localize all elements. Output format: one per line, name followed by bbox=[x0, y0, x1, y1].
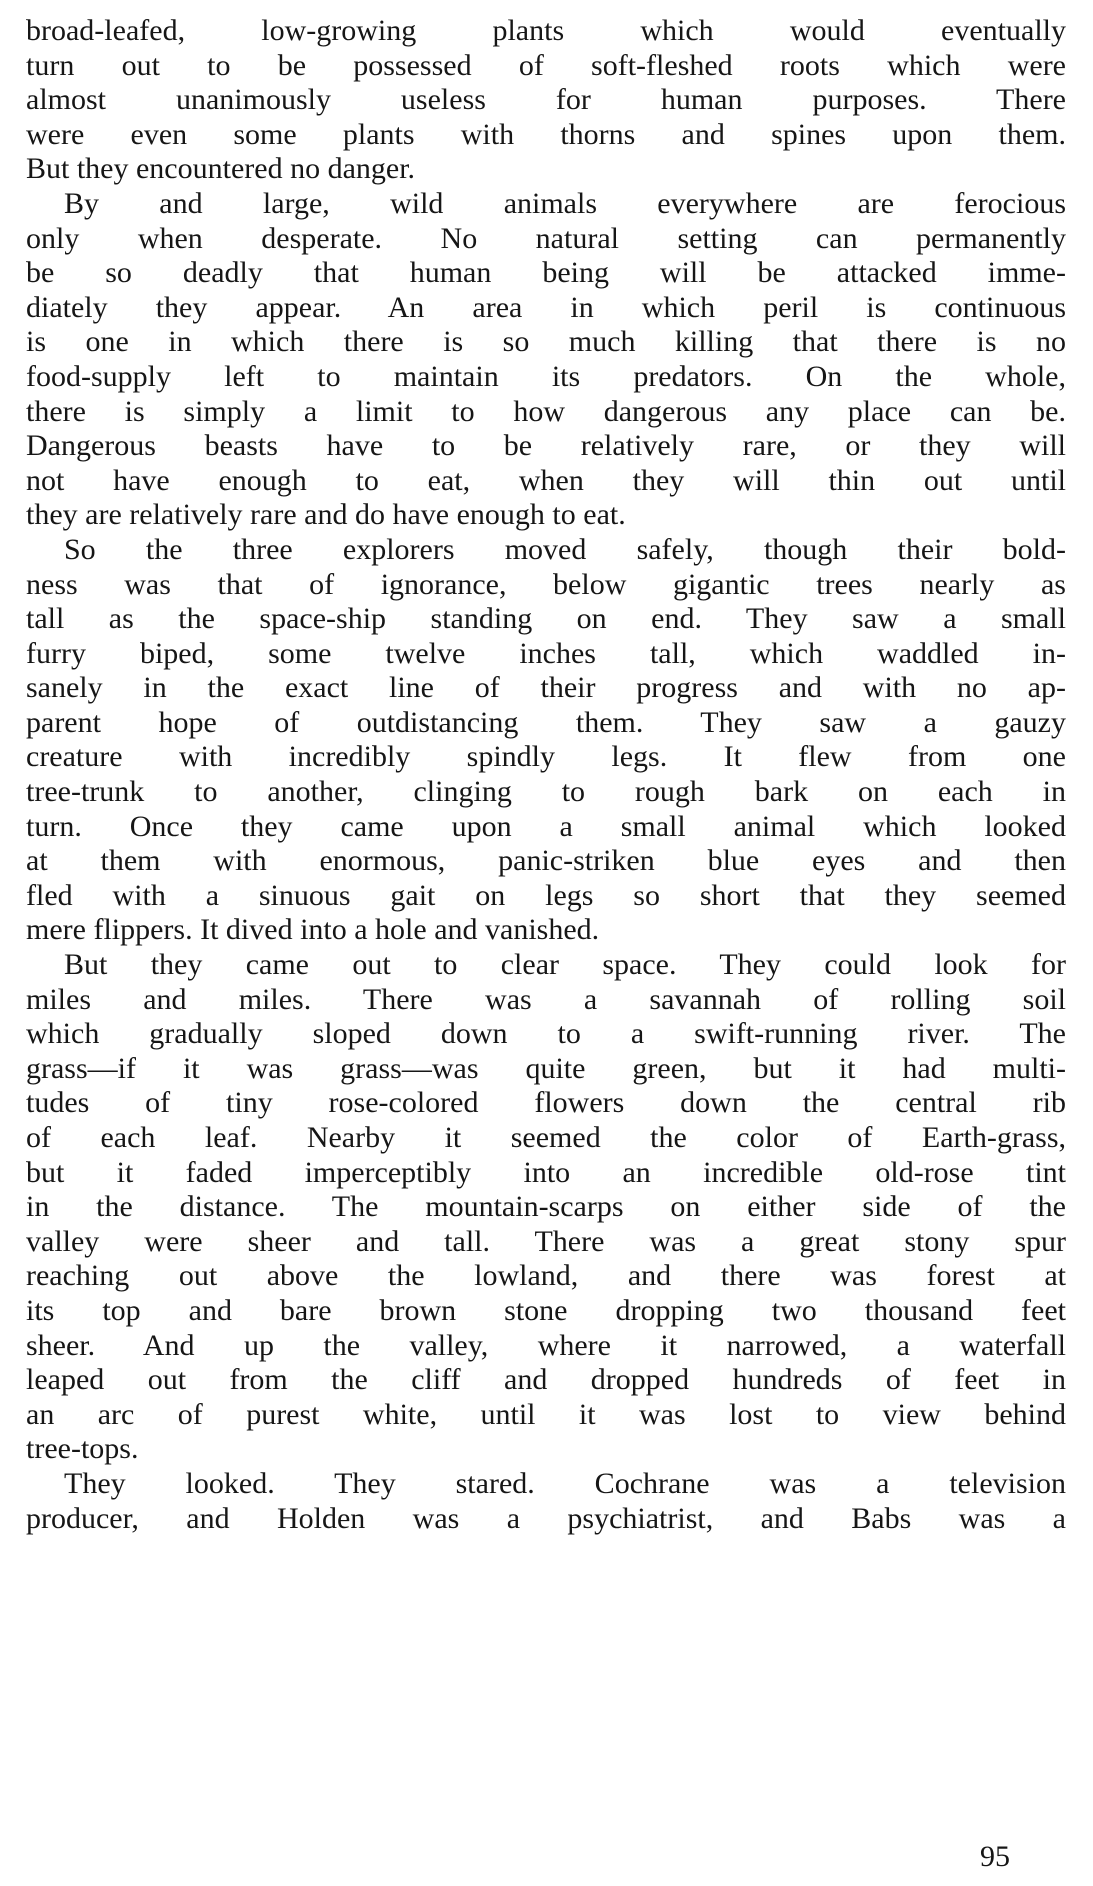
text-line: miles and miles. There was a savannah of rolling soil bbox=[26, 982, 1066, 1016]
text-line: only when desperate. No natural setting can permanently bbox=[26, 221, 1066, 255]
text-line: tall as the space-ship standing on end. They saw a small bbox=[26, 602, 1066, 636]
text-line: its top and bare brown stone dropping two thousand feet bbox=[26, 1293, 1066, 1327]
text-line: tree-trunk to another, clinging to rough bark on each in bbox=[26, 775, 1066, 809]
text-line: almost unanimously useless for human purposes. There bbox=[26, 83, 1066, 117]
text-line: turn. Once they came upon a small animal which looked bbox=[26, 809, 1066, 843]
text-line: is one in which there is so much killing that there is no bbox=[26, 325, 1066, 359]
page-number: 95 bbox=[980, 1840, 1010, 1873]
text-line: They looked. They stared. Cochrane was a television bbox=[64, 1466, 1066, 1500]
text-line: they are relatively rare and do have enough to eat. bbox=[26, 498, 626, 532]
text-line: food-supply left to maintain its predators. On the whole, bbox=[26, 359, 1066, 393]
text-line: an arc of purest white, until it was lost to view behind bbox=[26, 1397, 1066, 1431]
paragraph bbox=[26, 187, 1066, 533]
text-line: sheer. And up the valley, where it narrowed, a waterfall bbox=[26, 1328, 1066, 1362]
text-line: in the distance. The mountain-scarps on either side of the bbox=[26, 1190, 1066, 1224]
text-line: ness was that of ignorance, below gigantic trees nearly as bbox=[26, 567, 1066, 601]
text-line: at them with enormous, panic-striken blue eyes and then bbox=[26, 844, 1066, 878]
text-line: diately they appear. An area in which peril is continuous bbox=[26, 290, 1066, 324]
paragraph bbox=[26, 1467, 1066, 1536]
text-line: parent hope of outdistancing them. They saw a gauzy bbox=[26, 705, 1066, 739]
text-line: tree-tops. bbox=[26, 1432, 139, 1466]
page-text bbox=[26, 14, 1066, 1536]
text-line: which gradually sloped down to a swift-running river. The bbox=[26, 1017, 1066, 1051]
text-line: were even some plants with thorns and spines upon them. bbox=[26, 117, 1066, 151]
text-line: So the three explorers moved safely, though their bold- bbox=[64, 532, 1066, 566]
text-line: furry biped, some twelve inches tall, which waddled in- bbox=[26, 636, 1066, 670]
text-line: there is simply a limit to how dangerous any place can be. bbox=[26, 394, 1066, 428]
text-line: mere flippers. It dived into a hole and vanished. bbox=[26, 913, 600, 947]
text-line: fled with a sinuous gait on legs so short that they seemed bbox=[26, 878, 1066, 912]
text-line: tudes of tiny rose-colored flowers down the central rib bbox=[26, 1086, 1066, 1120]
text-line: creature with incredibly spindly legs. It flew from one bbox=[26, 740, 1066, 774]
text-line: leaped out from the cliff and dropped hundreds of feet in bbox=[26, 1363, 1066, 1397]
paragraph bbox=[26, 948, 1066, 1467]
text-line: of each leaf. Nearby it seemed the color of Earth-grass, bbox=[26, 1121, 1066, 1154]
text-line: valley were sheer and tall. There was a great stony spur bbox=[26, 1224, 1066, 1258]
paragraph bbox=[26, 533, 1066, 948]
text-line: grass—if it was grass—was quite green, but it had multi- bbox=[26, 1051, 1066, 1085]
text-line: Dangerous beasts have to be relatively rare, or they will bbox=[26, 429, 1066, 463]
text-line: not have enough to eat, when they will thin out until bbox=[26, 463, 1066, 497]
text-line: broad-leafed, low-growing plants which would eventually bbox=[26, 14, 1066, 47]
text-line: sanely in the exact line of their progress and with no ap- bbox=[26, 671, 1066, 705]
text-line: But they came out to clear space. They could look for bbox=[64, 948, 1066, 982]
text-line: But they encountered no danger. bbox=[26, 152, 416, 186]
text-line: but it faded imperceptibly into an incredible old-rose tint bbox=[26, 1155, 1066, 1189]
text-line: By and large, wild animals everywhere are ferocious bbox=[64, 186, 1066, 220]
text-line: producer, and Holden was a psychiatrist, and Babs was a bbox=[26, 1501, 1066, 1535]
text-line: reaching out above the lowland, and there was forest at bbox=[26, 1259, 1066, 1293]
text-line: turn out to be possessed of soft-fleshed roots which were bbox=[26, 48, 1066, 82]
text-line: be so deadly that human being will be attacked imme- bbox=[26, 256, 1066, 290]
paragraph bbox=[26, 14, 1066, 187]
